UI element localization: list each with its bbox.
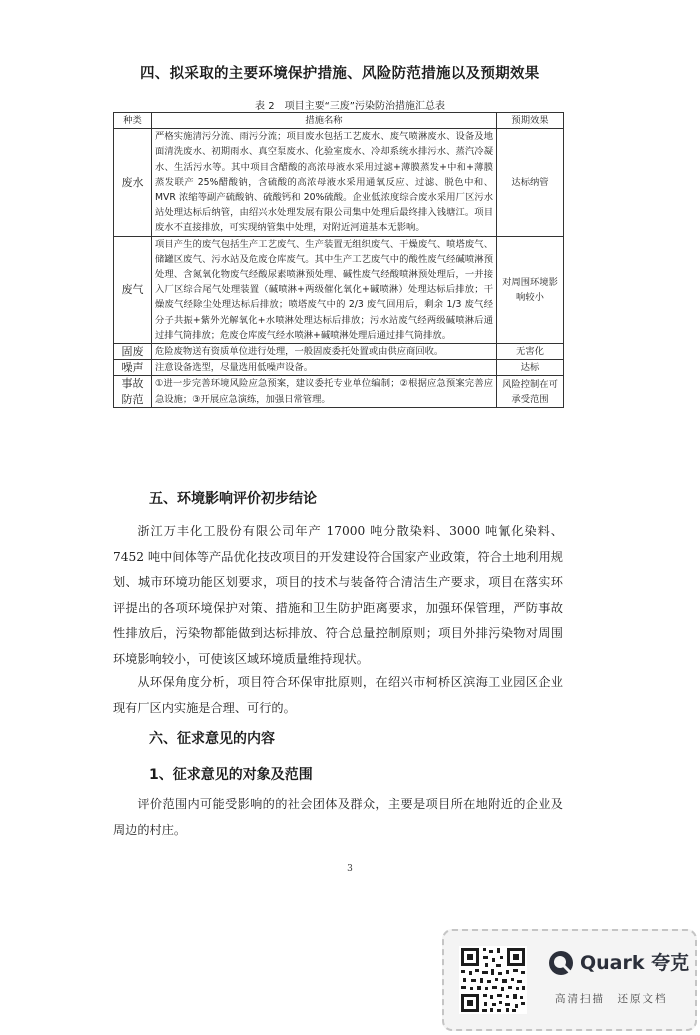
quark-brand-text: Quark 夸克 [580,952,690,974]
row-effect: 达标纳管 [497,129,564,236]
quark-slogan: 高清扫描 还原文档 [555,993,668,1005]
row-measure: 危险废物送有资质单位进行处理，一般固废委托处置或由供应商回收。 [152,344,497,360]
table-header-row [114,113,564,129]
page-number: 3 [347,864,353,874]
row-type: 噪声 [114,360,152,376]
qr-code-icon [459,946,527,1014]
row-effect: 无害化 [497,344,564,360]
row-type: 废气 [114,236,152,343]
row-effect: 达标 [497,360,564,376]
quark-logo [548,949,693,977]
header-measure: 措施名称 [152,113,497,129]
row-measure: 注意设备选型，尽量选用低噪声设备。 [152,360,497,376]
row-type: 事故防范 [114,376,152,407]
header-effect: 预期效果 [497,113,564,129]
conclusion-paragraph: 浙江万丰化工股份有限公司年产 17000 吨分散染料、3000 吨氰化染料、7452 吨中间体等产品优化技改项目的开发建设符合国家产业政策，符合土地利用规划、城市环境功能区划要求，项目的技术与装备符合清洁生产要求，项目在落实环评提出的各项环境保护对策、措施和卫生防护距离要求，加强环保管理，严防事故性排放后，污染物都能做到达标排放、符合总量控制原则；项目外排污染物对周围环境影响较小，可使该区域环境质量维持现状。 [113,524,563,666]
row-effect: 对周围环境影响较小 [497,236,564,343]
row-effect: 风险控制在可承受范围 [497,376,564,407]
row-measure: 严格实施清污分流、雨污分流；项目废水包括工艺废水、废气喷淋废水、设备及地面清洗废水、初期雨水、真空泵废水、化验室废水、冷却系统水排污水、蒸汽冷凝水、生活污水等。其中项目含醋酸的高浓母液水采用过滤+薄膜蒸发+中和+薄膜蒸发联产 25%醋酸钠，含硫酸的高浓母液水采用通氧反应、过滤、脱色中和、MVR 浓缩等副产硫酸钠、硫酸钙和 20%硫酸。企业低浓度综合废水采用厂区污水站处理达标后纳管，由绍兴水处理发展有限公司集中处理后最终排入钱塘江。项目废水不直接排放，可实现纳管集中处理，对附近河道基本无影响。 [152,129,497,236]
table-row [114,344,564,360]
header-type: 种类 [114,113,152,129]
table-caption: 表 2 项目主要“三废”污染防治措施汇总表 [255,101,445,112]
row-measure: 项目产生的废气包括生产工艺废气、生产装置无组织废气、干燥废气、喷塔废气、储罐区废气、污水站及危废仓库废气。其中生产工艺废气中的酸性废气经碱喷淋预处理、含氮氧化物废气经酸尿素喷淋预处理、碱性废气经酸喷淋预处理后，一并接入厂区综合尾气处理装置（碱喷淋+两级催化氧化+碱喷淋）处理达标后排放；干燥废气经除尘处理达标后排放；喷塔废气中的 2/3 废气回用后，剩余 1/3 废气经分子共振+紫外光解氧化+水喷淋处理达标后排放；污水站废气经两级碱喷淋后通过排气筒排放；危废仓库废气经水喷淋+碱喷淋处理后通过排气筒排放。 [152,236,497,343]
section-heading-6: 六、征求意见的内容 [149,731,275,747]
row-measure: ①进一步完善环境风险应急预案，建议委托专业单位编制；②根据应急预案完善应急设施；③开展应急演练，加强日常管理。 [152,376,497,407]
row-type: 固废 [114,344,152,360]
row-type: 废水 [114,129,152,236]
section-heading-4: 四、拟采取的主要环境保护措施、风险防范措施以及预期效果 [140,66,540,82]
table-row [114,360,564,376]
table-row [114,376,564,407]
environmental-analysis-paragraph: 从环保角度分析，项目符合环保审批原则，在绍兴市柯桥区滨海工业园区企业现有厂区内实施是合理、可行的。 [113,675,563,715]
subsection-heading-6-1: 1、征求意见的对象及范围 [149,767,313,783]
quark-scan-watermark [442,929,697,1031]
table-row [114,236,564,343]
consultation-scope-paragraph: 评价范围内可能受影响的的社会团体及群众，主要是项目所在地附近的企业及周边的村庄。 [113,797,563,837]
section-heading-5: 五、环境影响评价初步结论 [149,491,317,507]
quark-logo-icon [548,950,574,976]
pollution-measures-table [113,112,564,408]
table-row [114,129,564,236]
